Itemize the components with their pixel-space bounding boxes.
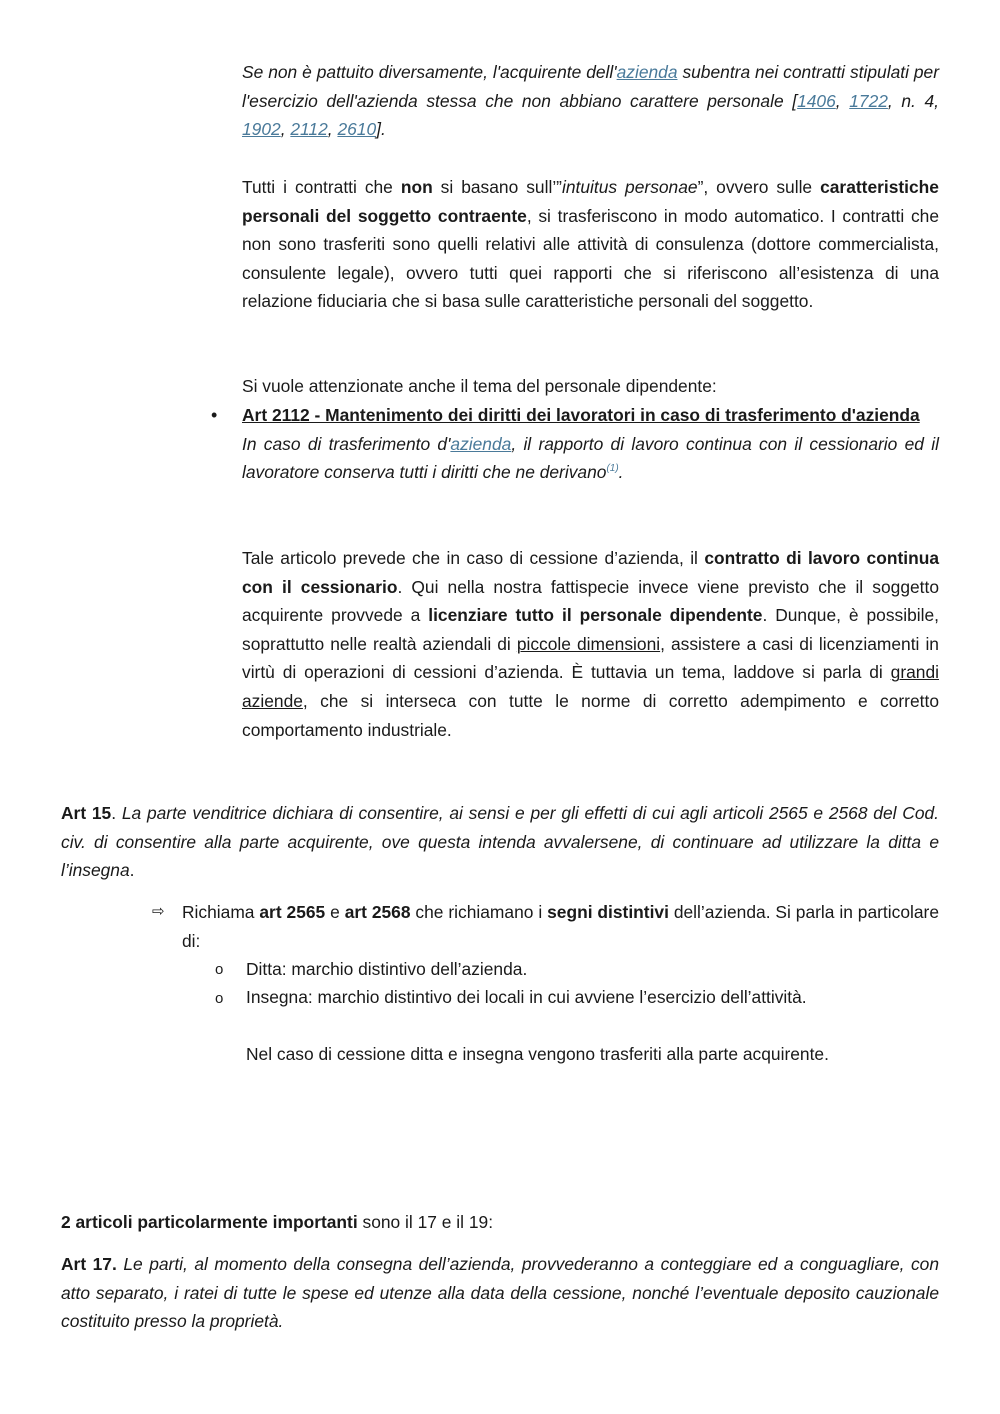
article-15: Art 15. La parte venditrice dichiara di consentire, ai sensi e per gli effetti di cui agli articoli 2565 e 2568 del Cod. civ. di consentire alla parte acquirente, ove questa intenda avvalersene, di continuare ad utilizzare la ditta e l’insegna. — [61, 803, 939, 881]
paragraph-art-2112-commentary: Tale articolo prevede che in caso di cessione d’azienda, il contratto di lavoro continua con il cessionario. Qui nella nostra fattispecie invece viene previsto che il soggetto acquirente provvede a licenziare tutto il personale dipendente. Dunque, è possibile, soprattutto nelle realtà aziendali di piccole dimensioni, assistere a casi di licenziamenti in virtù di operazioni di cessioni d’azienda. È tuttavia un tema, laddove si parla di grandi aziende, che si interseca con tutte le norme di corretto adempimento e corretto comportamento industriale. — [242, 548, 940, 740]
arrow-right-icon: ⇨ — [152, 903, 165, 920]
paragraph-ditta-insegna-transfer: Nel caso di cessione ditta e insegna vengono trasferiti alla parte acquirente. — [246, 1044, 829, 1064]
link-article-1406[interactable]: 1406 — [797, 90, 836, 111]
circle-bullet-icon: o — [215, 961, 224, 978]
bullet-art-2112: Art 2112 - Mantenimento dei diritti dei lavoratori in caso di trasferimento d'azienda In caso di trasferimento d'azienda, il rapporto di lavoro continua con il cessionario ed il lavoratore conserva tutti i diritti che ne derivano$^{(1)}$. — [242, 405, 939, 483]
link-azienda[interactable]: azienda — [616, 62, 678, 82]
link-article-2112[interactable]: 2112 — [290, 119, 328, 140]
link-article-2610[interactable]: 2610 — [337, 119, 377, 140]
article-15-label: Art 15 — [61, 803, 112, 823]
paragraph-contracts-transfer: Se non è pattuito diversamente, l'acquirente dell'azienda subentra nei contratti stipulati per l'esercizio dell'azienda stessa che non abbiano carattere personale [1406, 1722, n. 4, 1902, 2112, 2610]. — [242, 62, 939, 140]
arrow-item-distinctive-signs: Richiama art 2565 e art 2568 che richiamano i segni distintivi dell’azienda. Si parla in particolare di: — [182, 902, 939, 951]
footnote-ref[interactable]: (1) — [606, 463, 619, 475]
circle-bullet-icon: o — [215, 990, 224, 1007]
paragraph-intuitus-personae: Tutti i contratti che non si basano sull’”intuitus personae”, ovvero sulle caratteristiche personali del soggetto contraente, si trasferiscono in modo automatico. I contratti che non sono trasferiti sono quelli relativi alle attività di consulenza (dottore commercialista, consulente legale), ovvero tutti quei rapporti che si riferiscono all’esistenza di una relazione fiduciaria che si basa sulle caratteristiche personali del soggetto. — [242, 177, 939, 312]
sub-item-insegna: Insegna: marchio distintivo dei locali in cui avviene l’esercizio dell’attività. — [246, 987, 807, 1007]
link-azienda-2[interactable]: azienda — [450, 433, 512, 454]
article-17-label: Art 17. — [61, 1254, 117, 1274]
sub-item-ditta: Ditta: marchio distintivo dell’azienda. — [246, 959, 528, 979]
link-article-1722[interactable]: 1722 — [849, 90, 888, 111]
bullet-icon: • — [211, 405, 218, 425]
paragraph-important-articles: 2 articoli particolarmente importanti sono il 17 e il 19: — [61, 1212, 494, 1232]
link-article-1902[interactable]: 1902 — [242, 119, 281, 140]
paragraph-personnel-intro: Si vuole attenzionate anche il tema del personale dipendente: — [242, 376, 717, 396]
article-17: Art 17. Le parti, al momento della consegna dell’azienda, provvederanno a conteggiare ed a conguagliare, con atto separato, i ratei di tutte le spese ed utenze alla data della cessione, nonché l’eventuale deposito cauzionale costituito presso la proprietà. — [61, 1254, 939, 1332]
art-2112-title: Art 2112 - Mantenimento dei diritti dei lavoratori in caso di trasferimento d'azienda — [242, 405, 920, 425]
